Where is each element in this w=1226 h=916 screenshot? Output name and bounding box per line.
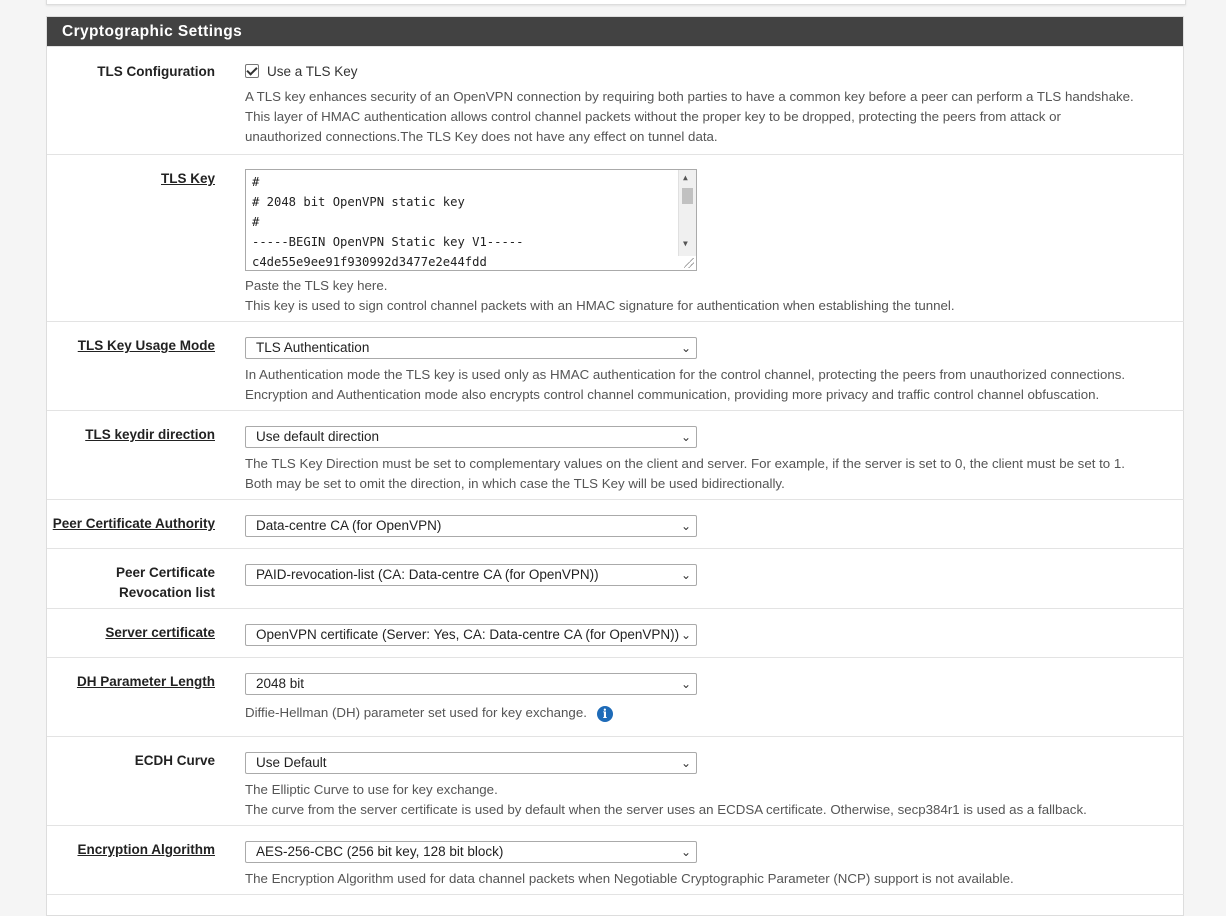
row-server-certificate [47,608,1184,657]
chevron-down-icon: ⌄ [679,674,691,694]
peer-certificate-authority-label[interactable]: Peer Certificate Authority [52,516,215,531]
help-line: The TLS Key Direction must be set to complementary values on the client and server. For example, if the server is set to 0, the client must be set to 1. [245,456,1125,471]
use-tls-key-checkbox[interactable] [245,64,259,78]
previous-panel-edge [46,0,1186,5]
encryption-algorithm-select[interactable] [245,841,697,863]
info-icon[interactable]: i [597,706,613,722]
row-encryption-algorithm [47,825,1184,894]
help-line: Both may be set to omit the direction, in which case the TLS Key will be used bidirectionally. [245,476,785,491]
tls-key-help [245,276,1180,316]
dh-parameter-length-select[interactable] [245,673,697,695]
tls-keydir-direction-wrap [245,426,697,448]
use-tls-key-checkbox-wrap[interactable] [245,62,358,82]
cryptographic-settings-panel [46,16,1184,916]
resize-handle-icon[interactable] [684,258,694,268]
textarea-line: c4de55e9ee91f930992d3477e2e44fdd [252,255,487,269]
tls-keydir-direction-help [245,454,1180,494]
row-peer-certificate-authority [47,499,1184,548]
chevron-down-icon: ⌄ [679,338,691,358]
textarea-line: -----BEGIN OpenVPN Static key V1----- [252,235,524,249]
ecdh-curve-help [245,780,1180,820]
ecdh-curve-label: ECDH Curve [134,753,215,768]
peer-certificate-authority-select[interactable] [245,515,697,537]
row-tls-keydir-direction [47,410,1184,499]
chevron-down-icon: ⌄ [679,427,691,447]
select-value: AES-256-CBC (256 bit key, 128 bit block) [256,844,504,859]
chevron-down-icon: ⌄ [679,565,691,585]
label-line: Revocation list [118,585,215,600]
textarea-line: # [252,175,260,189]
help-line: The Elliptic Curve to use for key exchange. [245,782,498,797]
row-tls-key [47,154,1184,321]
encryption-algorithm-wrap [245,841,697,863]
select-value: Use Default [256,755,327,770]
server-certificate-select[interactable] [245,624,697,646]
panel-title: Cryptographic Settings [47,17,1183,46]
help-line: This key is used to sign control channel packets with an HMAC signature for authentication when establishing the tunnel. [245,298,955,313]
help-line: This layer of HMAC authentication allows control channel packets without the proper key to be dropped, protecting the peers from attack or [245,109,1061,124]
tls-keydir-direction-label[interactable]: TLS keydir direction [85,427,215,442]
tls-key-label[interactable]: TLS Key [160,171,215,186]
chevron-down-icon: ⌄ [679,842,691,862]
row-ecdh-curve [47,736,1184,825]
chevron-down-icon: ⌄ [679,625,691,645]
encryption-algorithm-label[interactable]: Encryption Algorithm [77,842,215,857]
tls-configuration-help [245,87,1180,147]
help-line: A TLS key enhances security of an OpenVPN connection by requiring both parties to have a common key before a peer can perform a TLS handshake. [245,89,1134,104]
select-value: 2048 bit [256,676,305,691]
peer-crl-select[interactable] [245,564,697,586]
label-line: Peer Certificate [115,565,215,580]
select-value: Data-centre CA (for OpenVPN) [256,518,442,533]
textarea-scrollbar[interactable] [678,170,696,256]
encryption-algorithm-help [245,869,1180,889]
ecdh-curve-select[interactable] [245,752,697,774]
server-certificate-label[interactable]: Server certificate [105,625,215,640]
tls-configuration-label: TLS Configuration [97,64,215,79]
chevron-down-icon: ⌄ [679,516,691,536]
tls-key-usage-mode-wrap [245,337,697,359]
scroll-thumb[interactable] [682,188,693,204]
select-value: TLS Authentication [256,340,370,355]
peer-crl-wrap [245,564,697,586]
help-line: Encryption and Authentication mode also encrypts control channel communication, providing more privacy and traffic control channel obfuscation. [245,387,1100,402]
help-line: The Encryption Algorithm used for data channel packets when Negotiable Cryptographic Parameter (NCP) support is not available. [245,871,1014,886]
peer-certificate-authority-wrap [245,515,697,537]
tls-key-usage-mode-help [245,365,1180,405]
use-tls-key-label: Use a TLS Key [267,64,358,79]
help-line: Paste the TLS key here. [245,278,388,293]
row-peer-certificate-revocation-list [47,548,1184,608]
peer-crl-label [47,563,215,603]
scroll-down-icon[interactable]: ▼ [683,239,688,248]
dh-parameter-length-help [245,703,1180,723]
server-certificate-wrap [245,624,697,646]
scroll-up-icon[interactable]: ▲ [683,173,688,182]
dh-parameter-length-wrap [245,673,697,695]
row-tls-key-usage-mode [47,321,1184,410]
row-next [47,894,1184,914]
tls-keydir-direction-select[interactable] [245,426,697,448]
tls-key-textarea-wrap [245,169,697,271]
textarea-line: # 2048 bit OpenVPN static key [252,195,465,209]
tls-key-usage-mode-label[interactable]: TLS Key Usage Mode [77,338,215,353]
textarea-line: # [252,215,260,229]
tls-key-textarea[interactable] [245,169,697,271]
help-line: unauthorized connections.The TLS Key does not have any effect on tunnel data. [245,129,718,144]
chevron-down-icon: ⌄ [679,753,691,773]
help-line: The curve from the server certificate is used by default when the server uses an ECDSA certificate. Otherwise, secp384r1 is used as a fallback. [245,802,1087,817]
select-value: PAID-revocation-list (CA: Data-centre CA (for OpenVPN)) [256,567,599,582]
select-value: OpenVPN certificate (Server: Yes, CA: Data-centre CA (for OpenVPN)) [256,627,680,642]
select-value: Use default direction [256,429,380,444]
ecdh-curve-wrap [245,752,697,774]
row-tls-configuration [47,46,1184,154]
row-dh-parameter-length [47,657,1184,736]
help-line: In Authentication mode the TLS key is used only as HMAC authentication for the control channel, protecting the peers from unauthorized connections. [245,367,1126,382]
dh-parameter-length-label[interactable]: DH Parameter Length [76,674,215,689]
help-line: Diffie-Hellman (DH) parameter set used for key exchange. [245,705,587,720]
tls-key-usage-mode-select[interactable] [245,337,697,359]
